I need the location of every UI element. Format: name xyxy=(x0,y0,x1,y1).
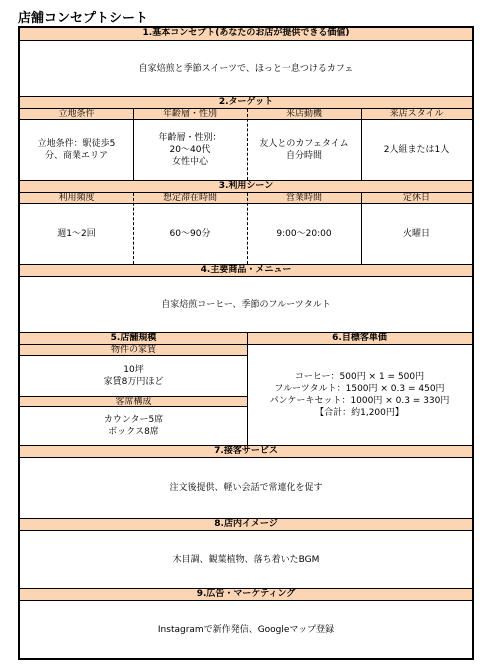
section-1-body: 自家焙煎と季節スイーツで、ほっと一息つけるカフェ xyxy=(138,63,354,74)
divider xyxy=(133,109,134,180)
scene-stay-value: 60～90分 xyxy=(169,229,211,239)
scene-frequency-value: 週1～2回 xyxy=(57,229,96,239)
section-4-header: 4.主要商品・メニュー xyxy=(20,264,472,277)
target-style-value: 2人組または1人 xyxy=(383,145,450,155)
price-line-total: 【合計：約1,200円】 xyxy=(315,408,404,418)
section-7-body: 注文後提供、軽い会話で常連化を促す xyxy=(169,483,323,493)
divider xyxy=(361,109,362,180)
section-6-body xyxy=(247,345,472,445)
section-5-header: 5.店舗規模 xyxy=(20,332,247,345)
price-line-pancake: パンケーキセット：1000円 × 0.3 = 330円 xyxy=(269,396,450,406)
divider xyxy=(133,193,134,264)
rent-value: 10坪 家賃8万円ほど xyxy=(103,365,164,387)
section-3-header: 3.利用シーン xyxy=(20,180,472,193)
price-line-tart: フルーツタルト：1500円 × 0.3 = 450円 xyxy=(274,384,445,394)
section-7-header: 7.接客サービス xyxy=(20,445,472,458)
divider xyxy=(361,193,362,264)
scene-col-hours: 営業時間 xyxy=(247,193,361,204)
target-location-value: 立地条件：駅徒歩5 分、商業エリア xyxy=(37,139,116,161)
seating-header: 客席構成 xyxy=(20,396,247,407)
page-title: 店舗コンセプトシート xyxy=(18,11,149,26)
section-9-body: Instagramで新作発信、Googleマップ登録 xyxy=(157,624,335,635)
scene-holiday-value: 火曜日 xyxy=(402,229,430,239)
target-col-age: 年齢層・性別 xyxy=(133,109,247,120)
section-9-header: 9.広告・マーケティング xyxy=(20,588,472,601)
seating-value: カウンター5席 ボックス8席 xyxy=(103,415,164,437)
section-8-header: 8.店内イメージ xyxy=(20,518,472,531)
section-4-body: 自家焙煎コーヒー、季節のフルーツタルト xyxy=(161,299,331,310)
scene-hours-value: 9:00～20:00 xyxy=(276,229,332,239)
scene-col-holiday: 定休日 xyxy=(361,193,472,204)
target-motive-value: 友人とのカフェタイム 自分時間 xyxy=(259,139,349,161)
target-col-motive: 来店動機 xyxy=(247,109,361,120)
section-6-header: 6.目標客単価 xyxy=(247,332,472,345)
divider xyxy=(247,193,248,264)
price-line-coffee: コーヒー：500円 × 1 = 500円 xyxy=(294,372,425,382)
section-1-header: 1.基本コンセプト(あなたのお店が提供できる価値) xyxy=(20,28,472,41)
concept-sheet xyxy=(18,26,474,660)
scene-col-stay: 想定滞在時間 xyxy=(133,193,247,204)
divider xyxy=(247,109,248,180)
section-8-body: 木目調、観葉植物、落ち着いたBGM xyxy=(172,554,320,565)
scene-col-frequency: 利用頻度 xyxy=(20,193,133,204)
rent-header: 物件の家賃 xyxy=(20,345,247,356)
section-2-header: 2.ターゲット xyxy=(20,96,472,109)
target-age-value: 年齢層・性別： 20～40代 女性中心 xyxy=(158,133,222,167)
target-col-style: 来店スタイル xyxy=(361,109,472,120)
target-col-location: 立地条件 xyxy=(20,109,133,120)
